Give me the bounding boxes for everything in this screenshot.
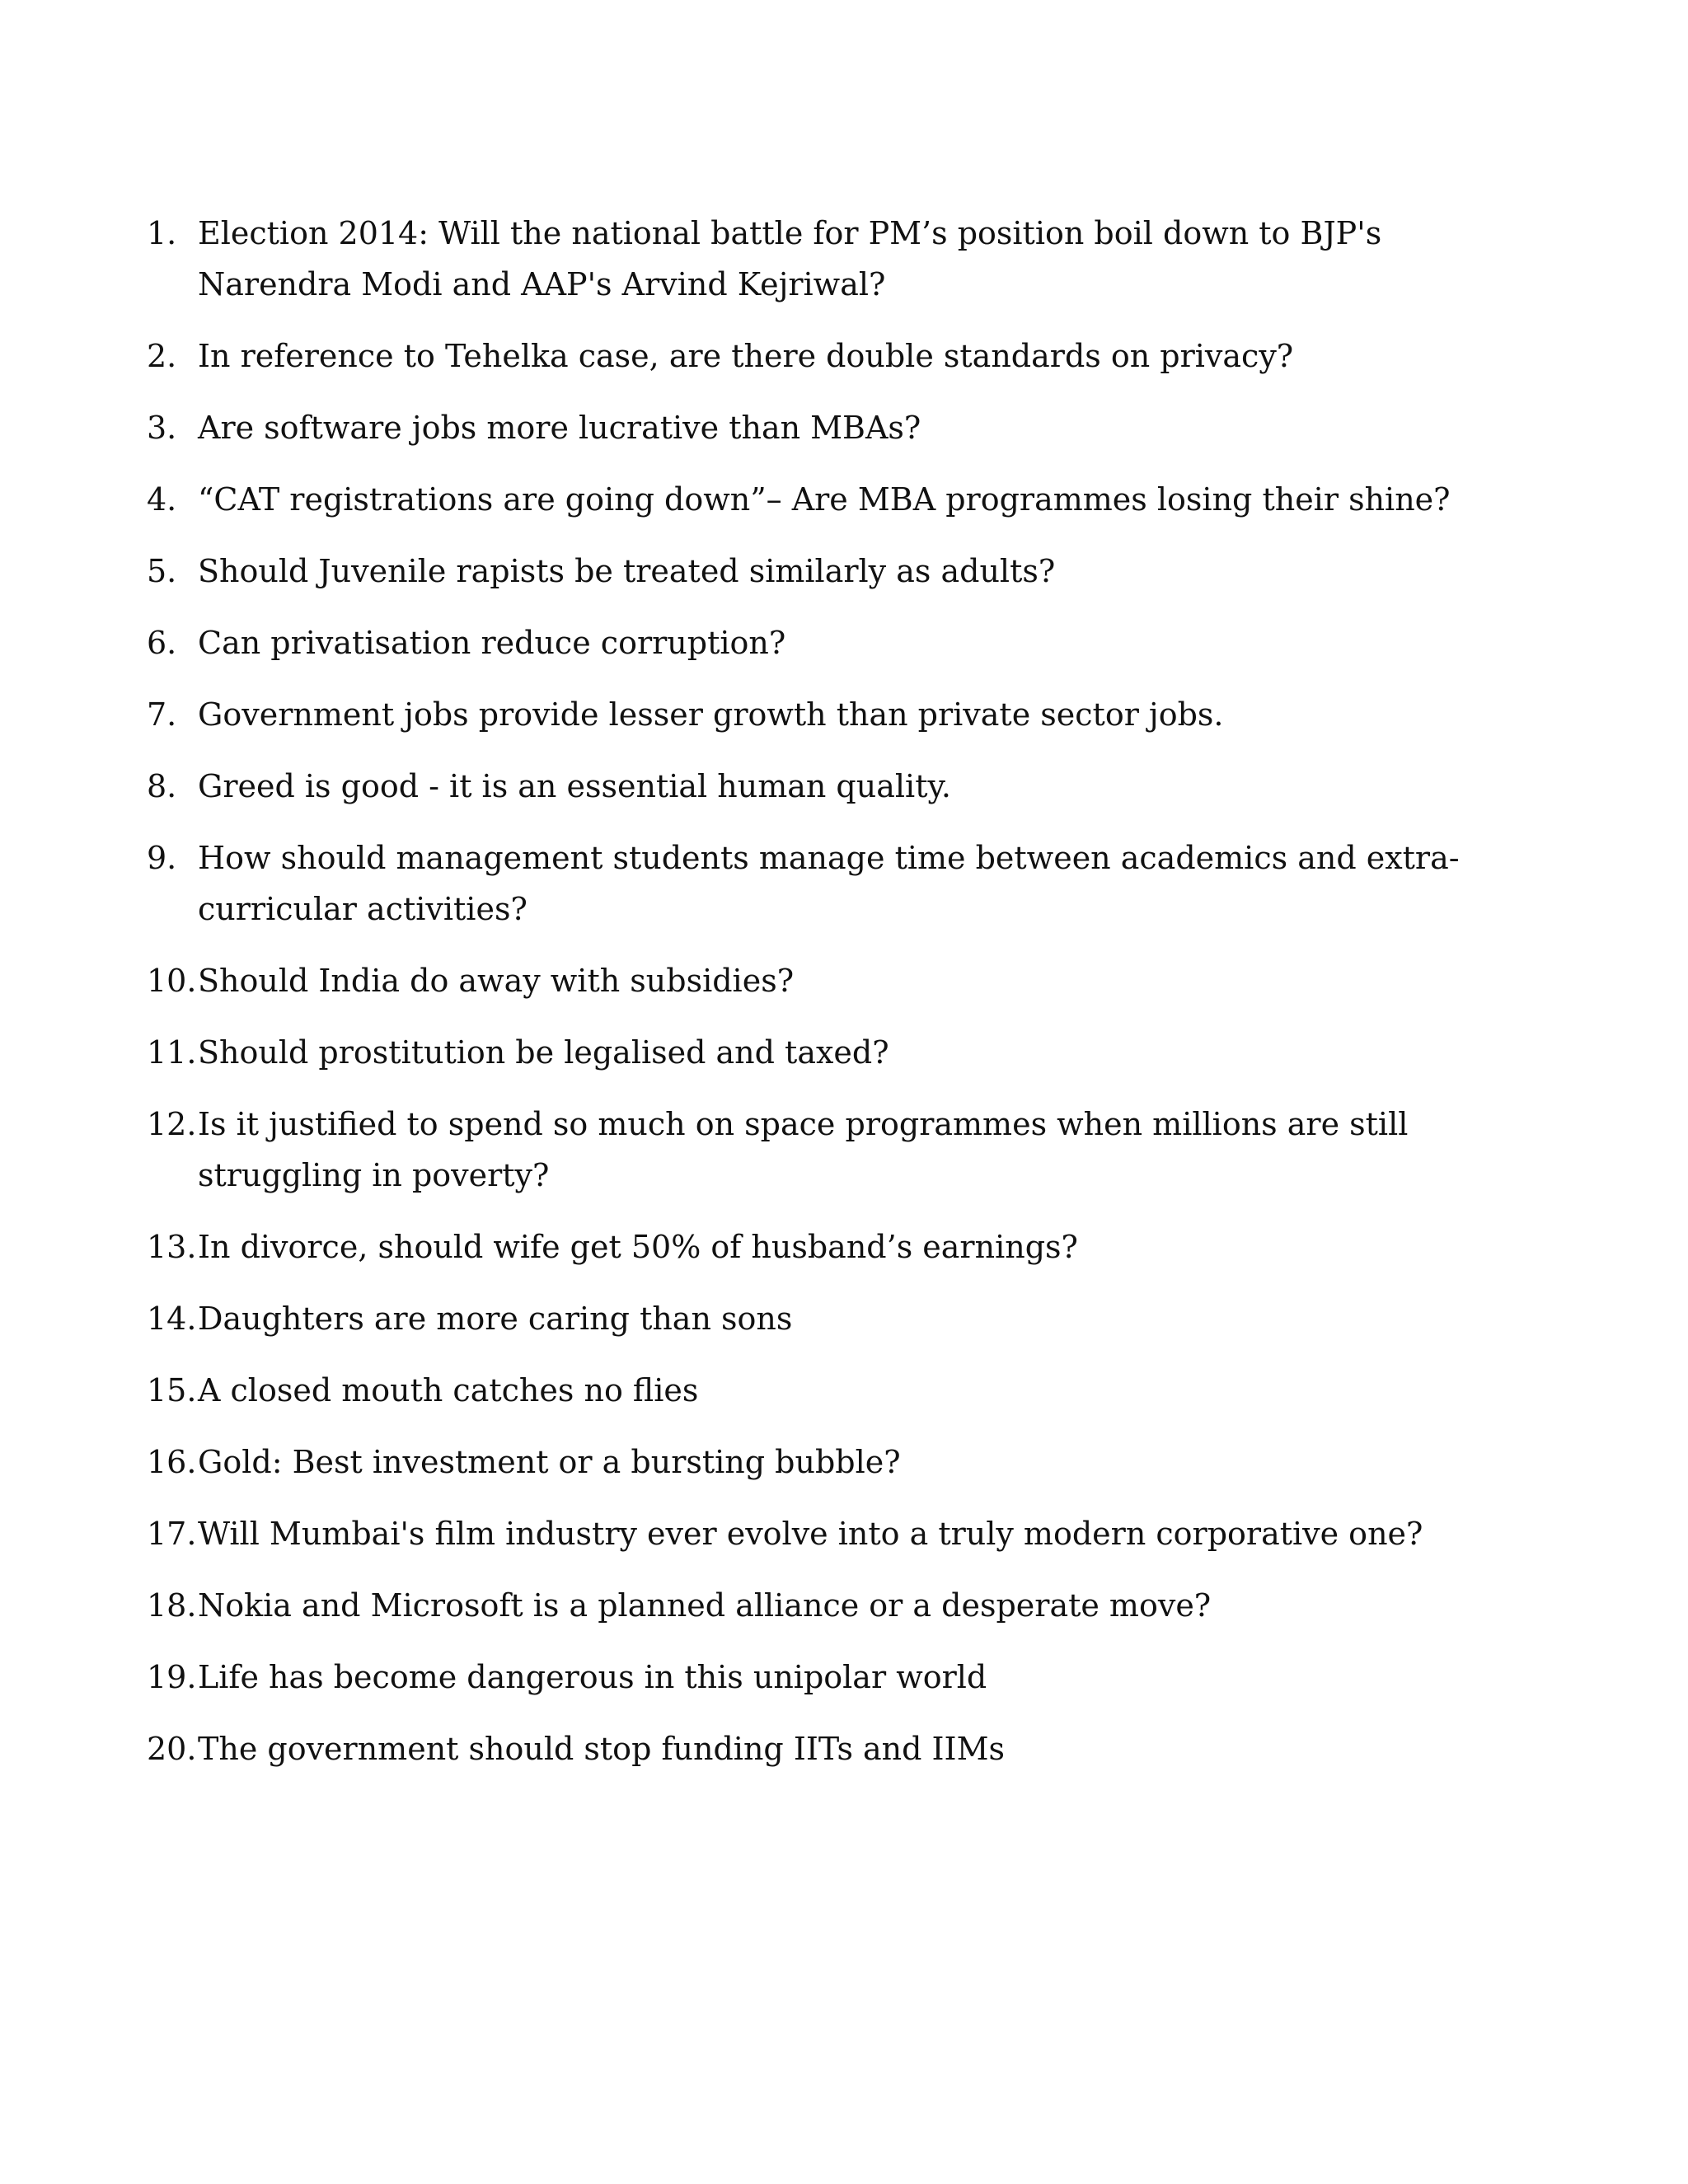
list-item xyxy=(147,761,1482,812)
list-item xyxy=(147,474,1482,525)
item-text: Nokia and Microsoft is a planned alliance or a desperate move? xyxy=(198,1587,1212,1624)
list-item xyxy=(147,1508,1482,1559)
list-item xyxy=(147,546,1482,597)
list-item xyxy=(147,617,1482,668)
list-item xyxy=(147,955,1482,1006)
item-number: 2. xyxy=(147,338,177,374)
list-item xyxy=(147,832,1482,935)
list-item xyxy=(147,1652,1482,1703)
item-text: “CAT registrations are going down”– Are MBA programmes losing their shine? xyxy=(198,481,1451,518)
list-item xyxy=(147,689,1482,740)
item-text: The government should stop funding IITs and IIMs xyxy=(198,1731,1005,1767)
item-number: 19. xyxy=(147,1659,197,1695)
item-number: 7. xyxy=(147,696,177,733)
item-number: 18. xyxy=(147,1587,197,1624)
item-number: 4. xyxy=(147,481,177,518)
item-number: 20. xyxy=(147,1731,197,1767)
item-text: Should prostitution be legalised and taxed? xyxy=(198,1034,889,1071)
item-text: Should India do away with subsidies? xyxy=(198,963,795,999)
item-text: Government jobs provide lesser growth than private sector jobs. xyxy=(198,696,1224,733)
item-number: 8. xyxy=(147,768,177,804)
item-number: 16. xyxy=(147,1444,197,1480)
item-text: Greed is good - it is an essential human quality. xyxy=(198,768,951,804)
item-text: A closed mouth catches no flies xyxy=(198,1372,699,1408)
item-number: 17. xyxy=(147,1516,197,1552)
item-number: 14. xyxy=(147,1301,197,1337)
list-item xyxy=(147,402,1482,453)
list-item xyxy=(147,1221,1482,1272)
list-item xyxy=(147,1293,1482,1344)
list-item xyxy=(147,330,1482,382)
list-item xyxy=(147,208,1482,310)
item-text: Should Juvenile rapists be treated similarly as adults? xyxy=(198,553,1056,589)
item-number: 12. xyxy=(147,1106,197,1142)
list-item xyxy=(147,1580,1482,1631)
list-item xyxy=(147,1436,1482,1488)
item-text: In divorce, should wife get 50% of husband’s earnings? xyxy=(198,1229,1078,1265)
list-item xyxy=(147,1099,1482,1201)
list-item xyxy=(147,1365,1482,1416)
item-number: 5. xyxy=(147,553,177,589)
item-number: 6. xyxy=(147,625,177,661)
list-item xyxy=(147,1723,1482,1774)
item-text: Daughters are more caring than sons xyxy=(198,1301,793,1337)
item-text: Will Mumbai's film industry ever evolve into a truly modern corporative one? xyxy=(198,1516,1423,1552)
item-text: Election 2014: Will the national battle for PM’s position boil down to BJP's Narendra Modi and AAP's Arvind Kejriwal? xyxy=(198,215,1382,302)
topic-list xyxy=(147,208,1482,1795)
item-text: Is it justified to spend so much on space programmes when millions are still struggling in poverty? xyxy=(198,1106,1409,1193)
item-number: 1. xyxy=(147,215,177,251)
list-item xyxy=(147,1027,1482,1078)
item-text: Life has become dangerous in this unipolar world xyxy=(198,1659,987,1695)
item-number: 10. xyxy=(147,963,197,999)
item-number: 13. xyxy=(147,1229,197,1265)
item-text: In reference to Tehelka case, are there double standards on privacy? xyxy=(198,338,1294,374)
item-number: 15. xyxy=(147,1372,197,1408)
item-number: 9. xyxy=(147,840,177,876)
item-text: How should management students manage time between academics and extra-curricular activities? xyxy=(198,840,1460,927)
item-number: 11. xyxy=(147,1034,197,1071)
item-number: 3. xyxy=(147,410,177,446)
item-text: Are software jobs more lucrative than MBAs? xyxy=(198,410,921,446)
item-text: Can privatisation reduce corruption? xyxy=(198,625,786,661)
item-text: Gold: Best investment or a bursting bubble? xyxy=(198,1444,901,1480)
